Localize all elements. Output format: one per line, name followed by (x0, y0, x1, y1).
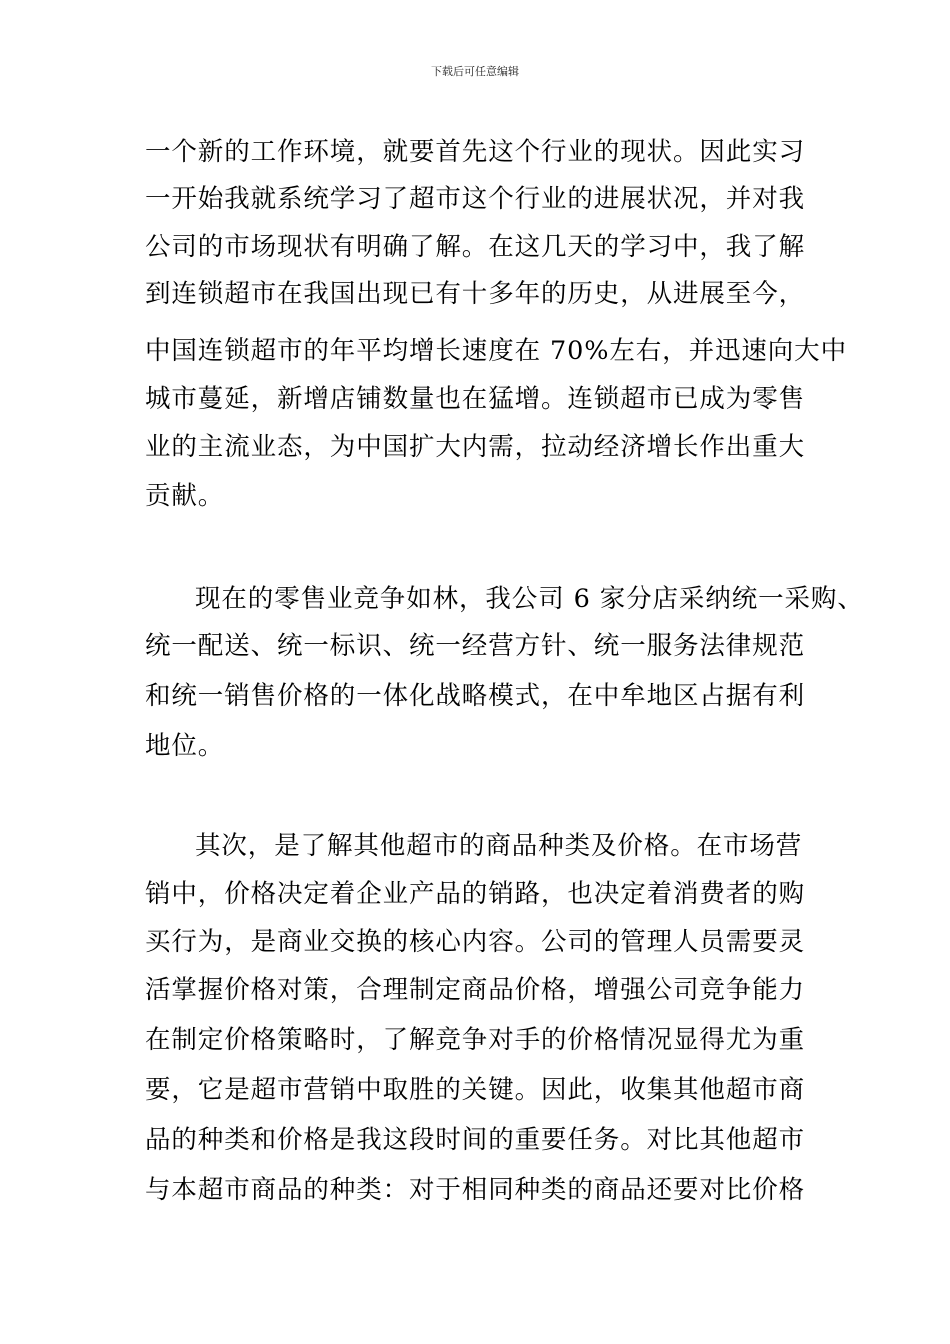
text-line: 中国连锁超市的年平均增长速度在 70%左右，并迅速向大中 (145, 336, 847, 366)
page-header: 下载后可任意编辑 (431, 65, 519, 78)
text-line: 销中，价格决定着企业产品的销路，也决定着消费者的购 (145, 879, 806, 909)
text-line: 与本超市商品的种类：对于相同种类的商品还要对比价格 (145, 1175, 806, 1205)
text-line: 统一配送、统一标识、统一经营方针、统一服务法律规范 (145, 631, 806, 661)
text-line: 一个新的工作环境，就要首先这个行业的现状。因此实习 (145, 137, 806, 167)
text-line: 其次，是了解其他超市的商品种类及价格。在市场营 (195, 831, 803, 861)
text-line: 买行为，是商业交换的核心内容。公司的管理人员需要灵 (145, 927, 806, 957)
text-line: 现在的零售业竞争如林，我公司 6 家分店采纳统一采购、 (195, 584, 864, 614)
text-line: 公司的市场现状有明确了解。在这几天的学习中，我了解 (145, 232, 806, 262)
text-line: 在制定价格策略时，了解竞争对手的价格情况显得尤为重 (145, 1025, 806, 1055)
text-line: 和统一销售价格的一体化战略模式，在中牟地区占据有利 (145, 681, 806, 711)
text-line: 品的种类和价格是我这段时间的重要任务。对比其他超市 (145, 1125, 806, 1155)
text-line: 到连锁超市在我国出现已有十多年的历史，从进展至今， (145, 279, 806, 309)
text-line: 城市蔓延，新增店铺数量也在猛增。连锁超市已成为零售 (145, 384, 806, 414)
text-line: 贡献。 (145, 481, 225, 511)
text-line: 业的主流业态，为中国扩大内需，拉动经济增长作出重大 (145, 432, 806, 462)
text-line: 地位。 (145, 731, 225, 761)
text-line: 活掌握价格对策，合理制定商品价格，增强公司竞争能力 (145, 975, 806, 1005)
text-line: 一开始我就系统学习了超市这个行业的进展状况，并对我 (145, 184, 806, 214)
text-line: 要，它是超市营销中取胜的关键。因此，收集其他超市商 (145, 1075, 806, 1105)
